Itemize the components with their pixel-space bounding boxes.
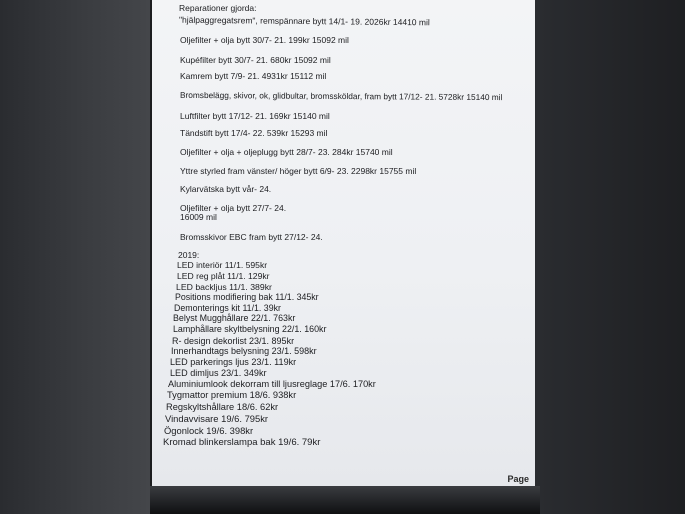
list-item: LED dimljus 23/1. 349kr [170,368,267,378]
list-item: Demonterings kit 11/1. 39kr [174,303,281,313]
paper-curl-shadow [150,486,540,514]
list-item: LED parkerings ljus 23/1. 119kr [170,357,297,367]
list-item: LED interiör 11/1. 595kr [177,260,268,270]
year-heading: 2019: [178,250,200,260]
repair-line: Bromsskivor EBC fram bytt 27/12- 24. [180,232,323,242]
intro-heading: Reparationer gjorda: [179,3,257,13]
background-right [525,0,685,514]
paper-sheet [152,0,535,490]
repair-line: Oljefilter + olja + oljeplugg bytt 28/7- 23. 284kr 15740 mil [180,147,393,157]
repair-line: Tändstift bytt 17/4- 22. 539kr 15293 mil [180,128,328,138]
repair-line: Oljefilter + olja bytt 30/7- 21. 199kr 15092 mil [180,35,349,45]
page-label: Page [507,474,529,484]
list-item: Regskyltshållare 18/6. 62kr [166,402,279,412]
list-item: Vindavvisare 19/6. 795kr [165,413,269,424]
list-item: Ögonlock 19/6. 398kr [164,425,254,436]
list-item: Positions modifiering bak 11/1. 345kr [175,292,319,302]
list-item: R- design dekorlist 23/1. 895kr [172,336,295,346]
list-item: Kromad blinkerslampa bak 19/6. 79kr [163,437,321,448]
repair-line: Kamrem bytt 7/9- 21. 4931kr 15112 mil [180,71,327,81]
list-item: Aluminiumlook dekorram till ljusreglage 17/6. 170kr [168,379,376,389]
repair-line: Kupéfilter bytt 30/7- 21. 680kr 15092 mil [180,55,331,65]
list-item: LED backljus 11/1. 389kr [176,282,272,292]
repair-line: 16009 mil [180,212,217,222]
background-left [0,0,150,514]
list-item: Tygmattor premium 18/6. 938kr [167,390,297,400]
repair-line: Kylarvätska bytt vår- 24. [180,184,272,194]
list-item: LED reg plåt 11/1. 129kr [177,271,270,281]
repair-line: Oljefilter + olja bytt 27/7- 24. [180,203,287,213]
repair-line: Luftfilter bytt 17/12- 21. 169kr 15140 mil [180,111,330,121]
list-item: Belyst Mugghållare 22/1. 763kr [173,313,296,323]
list-item: Lamphållare skyltbelysning 22/1. 160kr [173,324,327,334]
list-item: Innerhandtags belysning 23/1. 598kr [171,346,317,356]
repair-line: Bromsbelägg, skivor, ok, glidbultar, bromssköldar, fram bytt 17/12- 21. 5728kr 15140 mil [179,89,503,103]
intro-line: "hjälpaggregatsrem", remspännare bytt 14/1- 19. 2026kr 14410 mil [178,14,430,28]
repair-line: Yttre styrled fram vänster/ höger bytt 6/9- 23. 2298kr 15755 mil [180,166,417,176]
